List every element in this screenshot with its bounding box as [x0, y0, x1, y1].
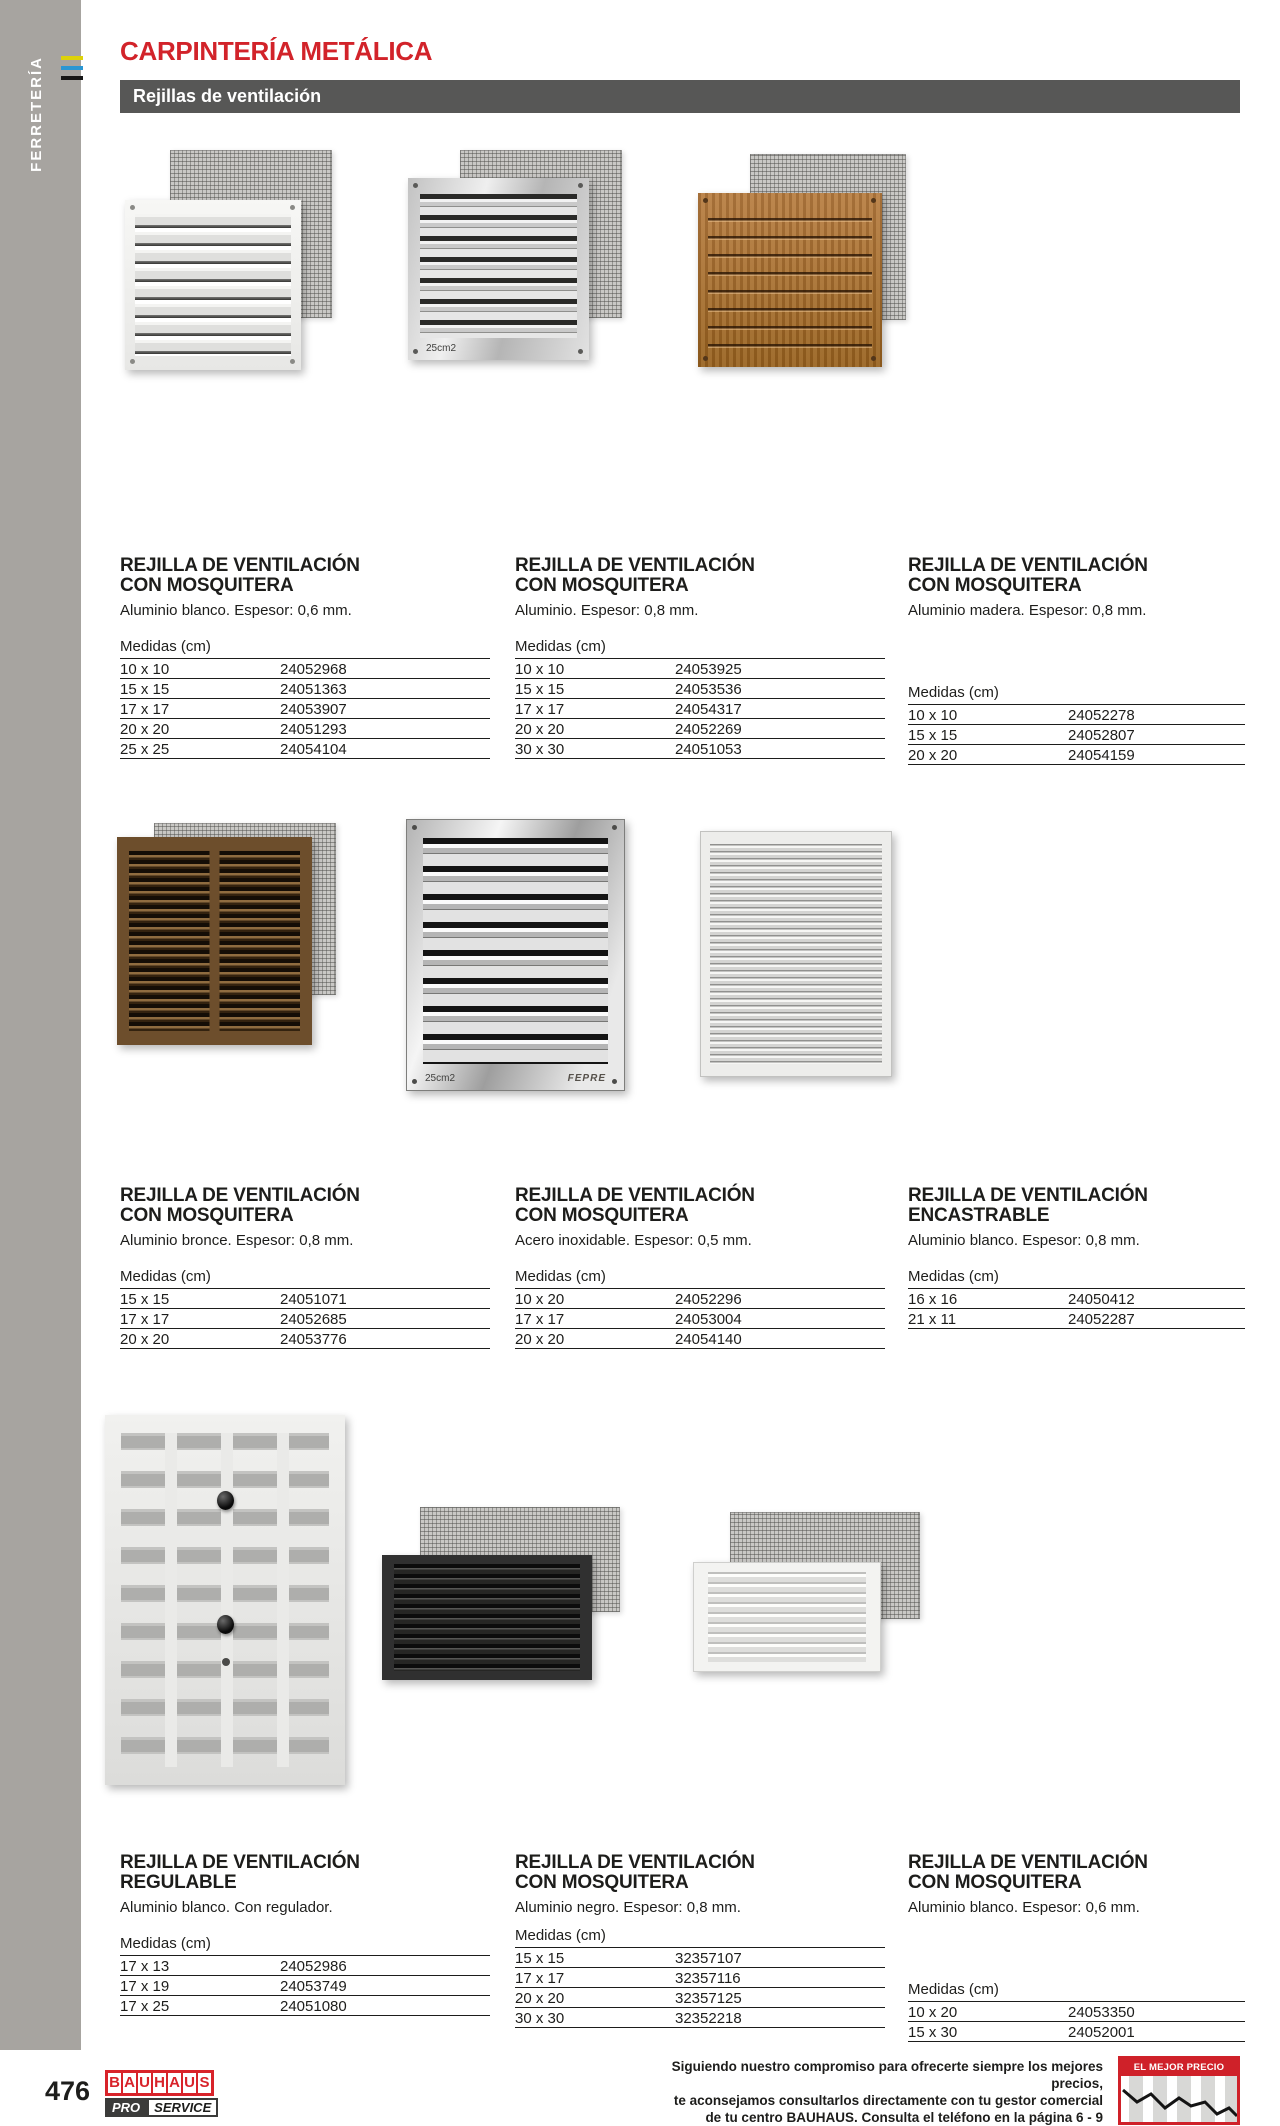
category-sidebar — [0, 0, 81, 2050]
table-header: Medidas (cm) — [908, 1981, 1245, 2002]
article-code-cell: 24052685 — [280, 1310, 347, 1328]
product-subtitle: Aluminio madera. Espesor: 0,8 mm. — [908, 602, 1147, 619]
logo-letter: A — [124, 2074, 135, 2091]
article-code-cell: 24054140 — [675, 1330, 742, 1348]
footer-note-line: de tu centro BAUHAUS. Consulta el teléfono en la página 6 - 9 — [705, 2110, 1103, 2125]
article-code-cell: 24052001 — [1068, 2023, 1135, 2041]
fine-louver-grille-image — [700, 831, 892, 1077]
product-cell — [908, 1186, 1246, 1349]
size-cell: 20 x 20 — [120, 720, 170, 738]
product-title: REJILLA DE VENTILACIÓN REGULABLE — [120, 1852, 360, 1893]
footer-note-line: Siguiendo nuestro compromiso para ofrecerte siempre los mejores precios, — [671, 2059, 1103, 2091]
table-body — [908, 2002, 1245, 2042]
product-size-table — [120, 638, 490, 759]
table-body — [120, 659, 490, 759]
product-size-table — [515, 1927, 885, 2028]
pro-label: PRO — [105, 2098, 147, 2117]
table-header: Medidas (cm) — [908, 684, 1245, 705]
product-cell — [120, 1853, 515, 2042]
article-code-cell: 32357125 — [675, 1989, 742, 2007]
catalog-page — [120, 0, 1246, 2125]
article-code-cell: 24052986 — [280, 1957, 347, 1975]
article-code-cell: 32357116 — [675, 1969, 741, 1987]
article-code-cell: 24052278 — [1068, 706, 1135, 724]
table-header: Medidas (cm) — [120, 638, 490, 659]
article-code-cell: 24054159 — [1068, 746, 1135, 764]
product-size-table — [908, 684, 1245, 765]
table-row — [908, 725, 1245, 745]
table-row — [908, 745, 1245, 765]
article-code-cell: 24052287 — [1068, 1310, 1135, 1328]
table-row — [120, 1289, 490, 1309]
size-cell: 25 x 25 — [120, 740, 170, 758]
category-title: CARPINTERÍA METÁLICA — [120, 36, 433, 66]
logo-letter: A — [169, 2074, 180, 2091]
size-cell: 15 x 15 — [120, 680, 170, 698]
size-cell: 15 x 15 — [515, 1949, 565, 1967]
logo-letter: B — [109, 2074, 120, 2091]
article-code-cell: 24053350 — [1068, 2003, 1135, 2021]
article-code-cell: 24051363 — [280, 680, 347, 698]
screw-dot — [222, 1658, 230, 1666]
table-row — [515, 719, 885, 739]
product-size-table — [908, 1981, 1245, 2042]
table-header: Medidas (cm) — [515, 638, 885, 659]
table-row — [120, 719, 490, 739]
table-header: Medidas (cm) — [908, 1268, 1245, 1289]
size-cell: 17 x 19 — [120, 1977, 170, 1995]
logo-letter: S — [199, 2074, 210, 2091]
table-header: Medidas (cm) — [515, 1927, 885, 1948]
product-title: REJILLA DE VENTILACIÓN CON MOSQUITERA — [908, 555, 1148, 596]
service-label: SERVICE — [147, 2098, 218, 2117]
table-header: Medidas (cm) — [120, 1268, 490, 1289]
product-size-table — [515, 638, 885, 759]
size-cell: 15 x 15 — [908, 726, 958, 744]
product-cell — [120, 1186, 515, 1349]
grille-brand-label: FEPRE — [567, 1073, 606, 1084]
article-code-cell: 32352218 — [675, 2009, 742, 2027]
table-row — [120, 1329, 490, 1349]
product-size-table — [120, 1268, 490, 1349]
product-cell — [908, 1853, 1246, 2042]
size-cell: 20 x 20 — [515, 720, 565, 738]
section-title-bar: Rejillas de ventilación — [120, 80, 1240, 113]
product-subtitle: Acero inoxidable. Espesor: 0,5 mm. — [515, 1232, 752, 1249]
size-cell: 10 x 20 — [515, 1290, 565, 1308]
product-size-table — [515, 1268, 885, 1349]
table-row — [120, 1956, 490, 1976]
logo-letter: U — [139, 2074, 150, 2091]
product-images-row-3 — [120, 1415, 1246, 1853]
page-footer — [0, 2048, 1280, 2125]
size-cell: 15 x 15 — [515, 680, 565, 698]
regmark-cyan — [61, 66, 83, 70]
table-row — [515, 1988, 885, 2008]
product-title: REJILLA DE VENTILACIÓN CON MOSQUITERA — [515, 1185, 755, 1226]
product-subtitle: Aluminio blanco. Espesor: 0,8 mm. — [908, 1232, 1140, 1249]
stainless-steel-grille-image — [406, 819, 625, 1091]
article-code-cell: 24053536 — [675, 680, 742, 698]
price-chart-icon — [1121, 2076, 1237, 2122]
article-code-cell: 24053749 — [280, 1977, 347, 1995]
article-code-cell: 24050412 — [1068, 1290, 1135, 1308]
footer-note — [633, 2058, 1103, 2126]
black-grille-image — [382, 1555, 592, 1680]
size-cell: 17 x 17 — [515, 1310, 565, 1328]
table-row — [120, 1996, 490, 2016]
article-code-cell: 24051293 — [280, 720, 347, 738]
table-row — [120, 1976, 490, 1996]
product-images-row-2 — [120, 815, 1246, 1188]
print-registration-mark — [61, 56, 83, 82]
table-row — [515, 739, 885, 759]
logo-letter: H — [154, 2074, 165, 2091]
product-cell — [515, 1186, 908, 1349]
regmark-black — [61, 76, 83, 80]
size-cell: 17 x 17 — [120, 1310, 170, 1328]
table-body — [515, 659, 885, 759]
best-price-label: EL MEJOR PRECIO — [1121, 2059, 1237, 2076]
product-text-row-1 — [120, 556, 1246, 765]
table-body — [515, 1948, 885, 2028]
article-code-cell: 24052807 — [1068, 726, 1135, 744]
product-title: REJILLA DE VENTILACIÓN CON MOSQUITERA — [120, 555, 360, 596]
table-row — [515, 1329, 885, 1349]
article-code-cell: 24052968 — [280, 660, 347, 678]
bauhaus-logo — [105, 2070, 218, 2117]
product-size-table — [908, 1268, 1245, 1329]
size-cell: 10 x 10 — [908, 706, 958, 724]
size-cell: 30 x 30 — [515, 2009, 565, 2027]
white-grille-image — [125, 200, 301, 370]
table-row — [515, 1309, 885, 1329]
size-cell: 10 x 10 — [120, 660, 170, 678]
size-cell: 17 x 17 — [120, 700, 170, 718]
table-row — [908, 2022, 1245, 2042]
table-row — [908, 705, 1245, 725]
size-cell: 10 x 10 — [515, 660, 565, 678]
table-row — [120, 659, 490, 679]
product-title: REJILLA DE VENTILACIÓN ENCASTRABLE — [908, 1185, 1148, 1226]
product-cell — [515, 556, 908, 765]
article-code-cell: 24054317 — [675, 700, 742, 718]
table-body — [120, 1956, 490, 2016]
product-subtitle: Aluminio negro. Espesor: 0,8 mm. — [515, 1899, 741, 1916]
article-code-cell: 24053925 — [675, 660, 742, 678]
article-code-cell: 24051071 — [280, 1290, 347, 1308]
footer-note-line: te aconsejamos consultarlos directamente con tu gestor comercial — [673, 2093, 1103, 2108]
size-cell: 15 x 15 — [120, 1290, 170, 1308]
table-row — [515, 2008, 885, 2028]
table-row — [515, 699, 885, 719]
product-title: REJILLA DE VENTILACIÓN CON MOSQUITERA — [515, 555, 755, 596]
table-body — [120, 1289, 490, 1349]
table-row — [908, 1289, 1245, 1309]
table-header: Medidas (cm) — [120, 1935, 490, 1956]
size-cell: 20 x 20 — [515, 1989, 565, 2007]
aluminium-grille-image — [408, 178, 589, 360]
product-title: REJILLA DE VENTILACIÓN CON MOSQUITERA — [515, 1852, 755, 1893]
size-cell: 15 x 30 — [908, 2023, 958, 2041]
grille-stamp-label: 25cm2 — [426, 343, 457, 354]
logo-letter: U — [184, 2074, 195, 2091]
table-row — [515, 679, 885, 699]
table-row — [908, 2002, 1245, 2022]
page-number: 476 — [45, 2076, 91, 2106]
white-wide-grille-image — [693, 1562, 881, 1672]
article-code-cell: 24053776 — [280, 1330, 347, 1348]
product-text-row-3 — [120, 1853, 1246, 2042]
product-cell — [908, 556, 1246, 765]
product-subtitle: Aluminio. Espesor: 0,8 mm. — [515, 602, 699, 619]
table-row — [120, 699, 490, 719]
article-code-cell: 32357107 — [675, 1949, 742, 1967]
size-cell: 17 x 17 — [515, 1969, 565, 1987]
adjustable-grille-image — [105, 1415, 345, 1785]
bauhaus-wordmark — [105, 2070, 214, 2096]
article-code-cell: 24053004 — [675, 1310, 742, 1328]
product-subtitle: Aluminio blanco. Espesor: 0,6 mm. — [908, 1899, 1140, 1916]
table-body — [908, 1289, 1245, 1329]
regulator-knob — [217, 1615, 234, 1634]
product-title: REJILLA DE VENTILACIÓN CON MOSQUITERA — [120, 1185, 360, 1226]
table-row — [120, 739, 490, 759]
table-body — [908, 705, 1245, 765]
article-code-cell: 24052269 — [675, 720, 742, 738]
size-cell: 17 x 17 — [515, 700, 565, 718]
table-row — [120, 1309, 490, 1329]
product-cell — [515, 1853, 908, 2042]
article-code-cell: 24051053 — [675, 740, 742, 758]
article-code-cell: 24054104 — [280, 740, 347, 758]
wood-finish-grille-image — [698, 193, 882, 367]
bronze-grille-image — [117, 837, 312, 1045]
size-cell: 20 x 20 — [120, 1330, 170, 1348]
sidebar-label: FERRETERÍA — [28, 56, 45, 172]
product-subtitle: Aluminio blanco. Espesor: 0,6 mm. — [120, 602, 352, 619]
article-code-cell: 24051080 — [280, 1997, 347, 2015]
article-code-cell: 24053907 — [280, 700, 347, 718]
regulator-knob — [217, 1491, 234, 1510]
product-text-row-2 — [120, 1186, 1246, 1349]
product-images-row-1 — [120, 148, 1246, 556]
table-header: Medidas (cm) — [515, 1268, 885, 1289]
product-subtitle: Aluminio bronce. Espesor: 0,8 mm. — [120, 1232, 354, 1249]
size-cell: 21 x 11 — [908, 1310, 957, 1328]
product-title: REJILLA DE VENTILACIÓN CON MOSQUITERA — [908, 1852, 1148, 1893]
size-cell: 16 x 16 — [908, 1290, 958, 1308]
table-row — [515, 1968, 885, 1988]
product-subtitle: Aluminio blanco. Con regulador. — [120, 1899, 333, 1916]
regmark-yellow — [61, 56, 83, 60]
article-code-cell: 24052296 — [675, 1290, 742, 1308]
size-cell: 20 x 20 — [515, 1330, 565, 1348]
size-cell: 17 x 25 — [120, 1997, 170, 2015]
pro-service-logo — [105, 2098, 218, 2117]
size-cell: 20 x 20 — [908, 746, 958, 764]
table-row — [515, 659, 885, 679]
table-row — [515, 1948, 885, 1968]
table-row — [515, 1289, 885, 1309]
product-cell — [120, 556, 515, 765]
size-cell: 30 x 30 — [515, 740, 565, 758]
size-cell: 17 x 13 — [120, 1957, 170, 1975]
grille-stamp-label: 25cm2 — [425, 1073, 456, 1084]
size-cell: 10 x 20 — [908, 2003, 958, 2021]
table-body — [515, 1289, 885, 1349]
table-row — [120, 679, 490, 699]
table-row — [908, 1309, 1245, 1329]
best-price-badge — [1118, 2056, 1240, 2125]
product-size-table — [120, 1935, 490, 2016]
